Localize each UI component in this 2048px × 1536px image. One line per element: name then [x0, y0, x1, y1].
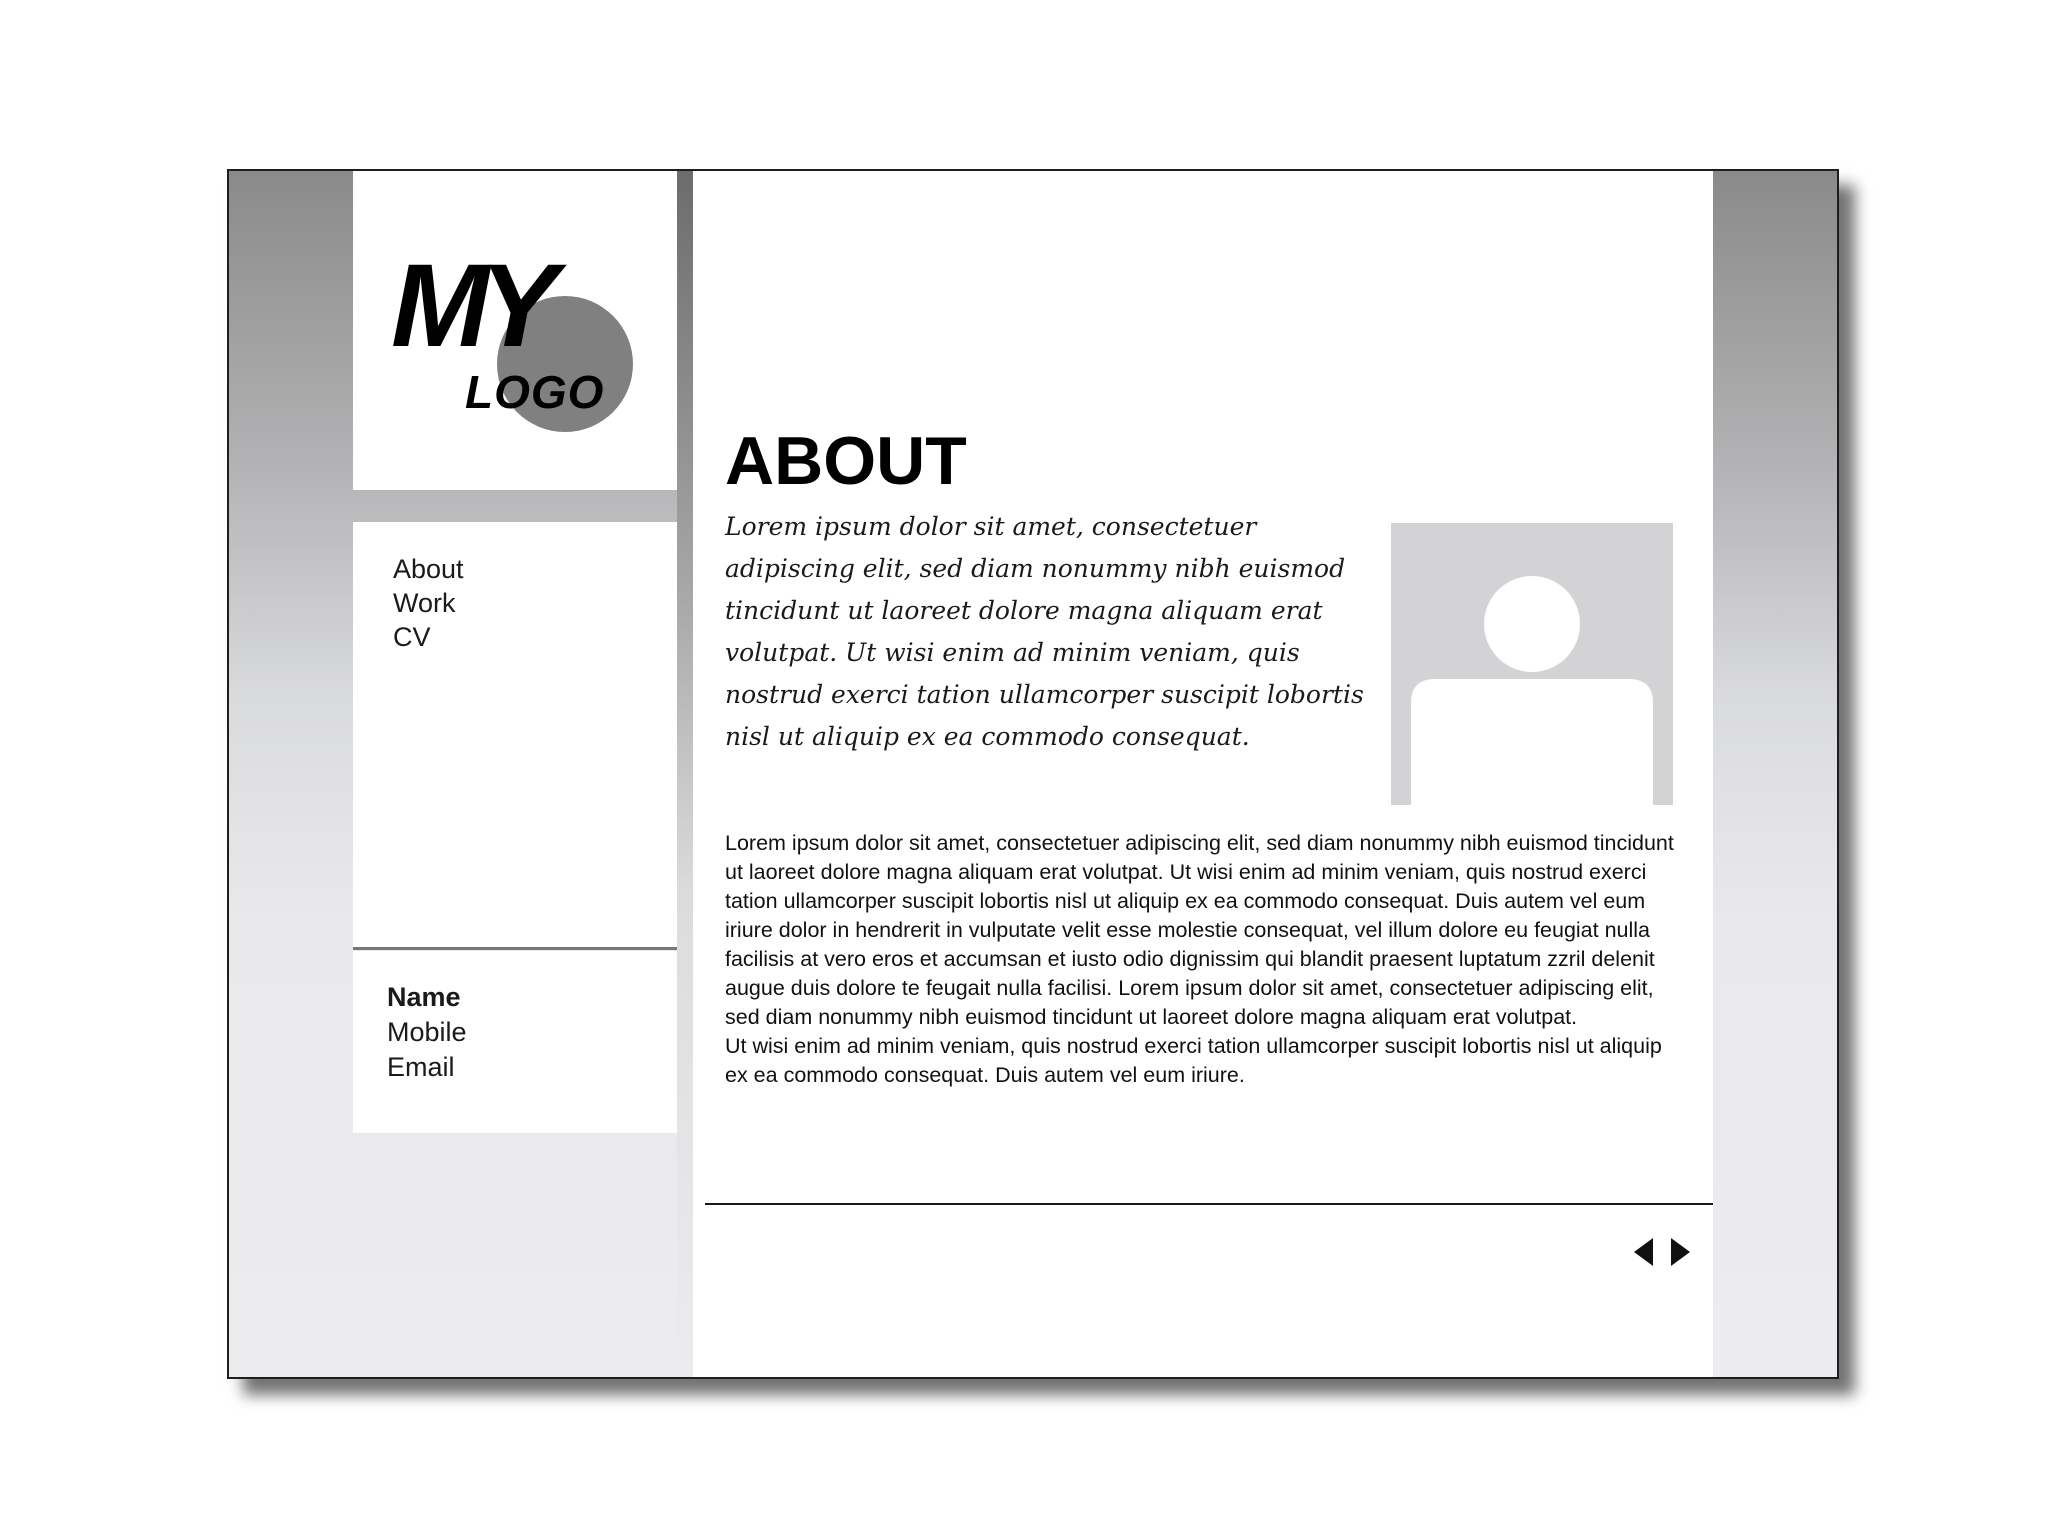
logo[interactable] — [391, 251, 641, 441]
contact-info — [387, 980, 467, 1085]
next-arrow-icon[interactable] — [1669, 1235, 1693, 1269]
sidebar-shade — [677, 171, 693, 1377]
intro-text: Lorem ipsum dolor sit amet, consectetuer adipiscing elit, sed diam nonummy nibh euismod tincidunt ut laoreet dolore magna aliquam erat volutpat. Ut wisi enim ad minim veniam, quis nostrud exerci tation ullamcorper suscipit lobortis nisl ut aliquip ex ea commodo consequat. — [725, 512, 1364, 751]
logo-text-my: MY — [391, 251, 548, 372]
main-content — [693, 171, 1713, 1377]
prev-arrow-icon[interactable] — [1631, 1235, 1655, 1269]
pager — [1631, 1235, 1697, 1269]
contact-name: Name — [387, 982, 461, 1012]
body-paragraph: Ut wisi enim ad minim veniam, quis nostrud exerci tation ullamcorper suscipit lobortis nisl ut aliquip ex ea commodo consequat. Duis autem vel eum iriure. — [725, 1034, 1662, 1087]
logo-panel — [353, 171, 677, 490]
body-paragraph: Lorem ipsum dolor sit amet, consectetuer adipiscing elit, sed diam nonummy nibh euismod tincidunt ut laoreet dolore magna aliquam erat volutpat. Ut wisi enim ad minim veniam, quis nostrud exerci tation ullamcorper suscipit lobortis nisl ut aliquip ex ea commodo consequat. Duis autem vel eum iriure dolor in hendrerit in vulputate velit esse molestie consequat, vel illum dolore eu feugiat nulla facilisis at vero eros et accumsan et iusto odio dignissim qui blandit praesent luptatum zzril delenit augue duis dolore te feugait nulla facilisi. Lorem ipsum dolor sit amet, consectetuer adipiscing elit, sed diam nonummy nibh euismod tincidunt ut laoreet dolore magna aliquam erat volutpat. — [725, 831, 1674, 1029]
sidebar-divider — [353, 947, 677, 950]
contact-panel — [353, 951, 677, 1133]
page-frame — [227, 169, 1839, 1379]
logo-text-logo: LOGO — [465, 366, 605, 418]
page-title: ABOUT — [725, 423, 967, 499]
contact-email[interactable]: Email — [387, 1052, 455, 1082]
footer-divider — [705, 1203, 1713, 1205]
nav-item-work[interactable]: Work — [393, 588, 456, 618]
contact-mobile[interactable]: Mobile — [387, 1017, 467, 1047]
nav-item-about[interactable]: About — [393, 554, 464, 584]
nav-item-cv[interactable]: CV — [393, 622, 431, 652]
nav-panel — [353, 522, 677, 949]
nav-menu — [393, 552, 464, 654]
avatar-placeholder-icon — [1391, 523, 1673, 805]
body-text — [725, 829, 1680, 1090]
